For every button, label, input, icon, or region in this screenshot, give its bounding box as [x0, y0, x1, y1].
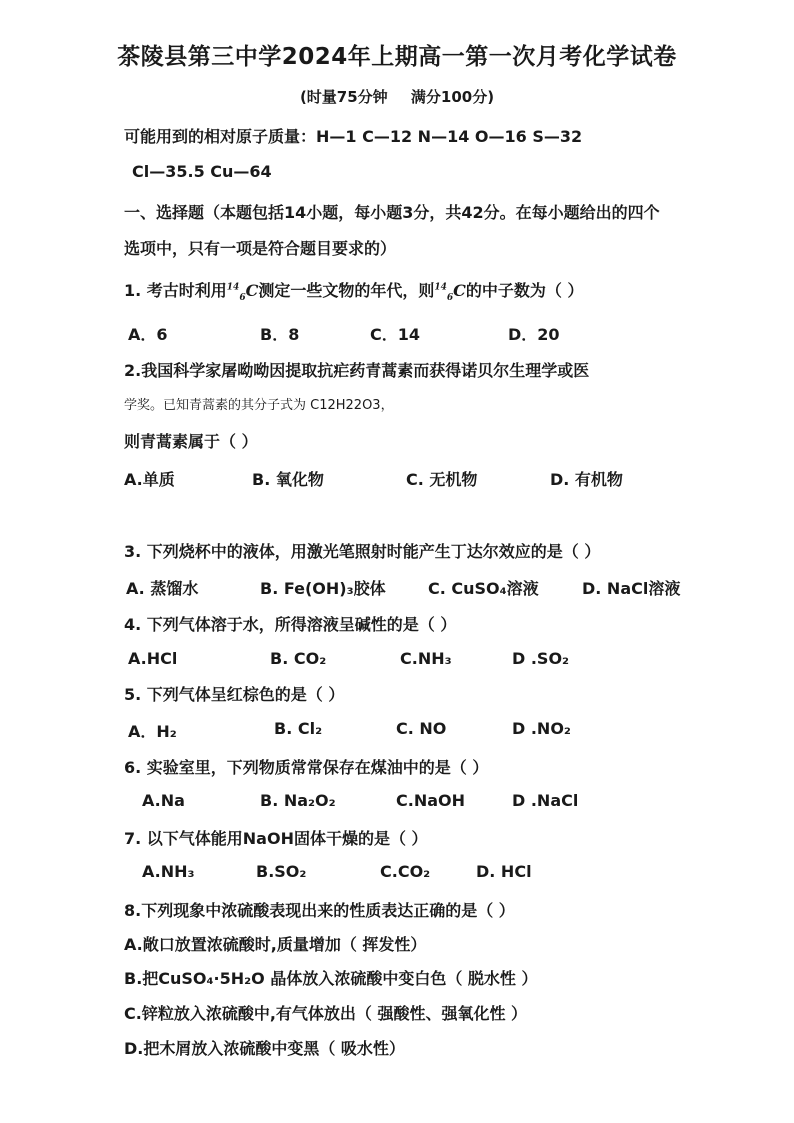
option-c[interactable]: C. NO: [396, 719, 447, 738]
option-d[interactable]: D. NaCl溶液: [582, 579, 681, 598]
isotope-mass-number: 14: [434, 282, 447, 293]
option-d[interactable]: D .SO₂: [512, 649, 570, 668]
isotope-atomic-number: 6: [239, 293, 246, 304]
option-a[interactable]: A.NH₃: [142, 862, 195, 881]
question-6-stem: 6. 实验室里，下列物质常常保存在煤油中的是（ ）: [124, 758, 489, 777]
question-8-option-a[interactable]: A.敞口放置浓硫酸时,质量增加（ 挥发性）: [124, 935, 427, 954]
option-a[interactable]: A．6: [128, 325, 168, 344]
option-b[interactable]: B. Fe(OH)₃胶体: [260, 579, 386, 598]
question-1-pre: 1. 考古时利用: [124, 281, 227, 300]
option-d[interactable]: D．20: [508, 325, 560, 344]
question-8-stem: 8.下列现象中浓硫酸表现出来的性质表达正确的是（ ）: [124, 901, 515, 920]
option-b[interactable]: B. CO₂: [270, 649, 327, 668]
exam-subtitle: (时量75分钟 满分100分): [299, 88, 495, 106]
option-c[interactable]: C.NaOH: [396, 791, 465, 810]
atomic-masses-line1: 可能用到的相对原子质量：H—1 C—12 N—14 O—16 S—32: [124, 127, 583, 146]
isotope-symbol: C: [453, 281, 466, 300]
option-d[interactable]: D .NaCl: [512, 791, 579, 810]
isotope-atomic-number: 6: [446, 293, 454, 304]
atomic-masses-line2: Cl—35.5 Cu—64: [132, 162, 272, 181]
option-b[interactable]: B. Cl₂: [274, 719, 323, 738]
exam-title: 茶陵县第三中学2024年上期高一第一次月考化学试卷: [117, 44, 677, 70]
isotope-mass-number: 14: [226, 282, 240, 293]
option-a[interactable]: A. 蒸馏水: [126, 579, 199, 598]
question-2-line3: 则青蒿素属于（ ）: [124, 432, 258, 451]
option-a[interactable]: A.Na: [142, 791, 185, 810]
question-1-stem: [124, 278, 583, 303]
option-c[interactable]: C．14: [370, 325, 421, 344]
option-c[interactable]: C.CO₂: [380, 862, 431, 881]
option-c[interactable]: C. CuSO₄溶液: [428, 579, 539, 598]
option-b[interactable]: B.SO₂: [256, 862, 307, 881]
question-4-stem: 4. 下列气体溶于水，所得溶液呈碱性的是（ ）: [124, 615, 457, 634]
option-b[interactable]: B. 氧化物: [252, 470, 324, 489]
isotope-c14-repeat: [434, 281, 466, 304]
question-5-stem: 5. 下列气体呈红棕色的是（ ）: [124, 685, 345, 704]
isotope-c14: [226, 281, 259, 304]
option-b[interactable]: B. Na₂O₂: [260, 791, 336, 810]
option-a[interactable]: A.单质: [124, 470, 175, 489]
isotope-symbol: C: [245, 281, 259, 300]
option-d[interactable]: D .NO₂: [512, 719, 571, 738]
option-d[interactable]: D. HCl: [476, 862, 532, 881]
option-c[interactable]: C.NH₃: [400, 649, 452, 668]
section-heading-line2: 选项中，只有一项是符合题目要求的）: [124, 239, 397, 258]
question-2-line1: 2.我国科学家屠呦呦因提取抗疟药青蒿素而获得诺贝尔生理学或医: [124, 361, 590, 380]
section-heading-line1: 一、选择题（本题包括14小题，每小题3分，共42分。在每小题给出的四个: [124, 203, 660, 222]
question-3-stem: 3. 下列烧杯中的液体，用激光笔照射时能产生丁达尔效应的是（ ）: [124, 542, 601, 561]
question-8-option-d[interactable]: D.把木屑放入浓硫酸中变黑（ 吸水性）: [124, 1039, 405, 1058]
question-7-stem: 7. 以下气体能用NaOH固体干燥的是（ ）: [124, 829, 428, 848]
option-a[interactable]: A．H₂: [128, 722, 177, 741]
option-b[interactable]: B．8: [260, 325, 300, 344]
question-8-option-b[interactable]: B.把CuSO₄·5H₂O 晶体放入浓硫酸中变白色（ 脱水性 ）: [124, 969, 538, 988]
question-1-mid: 测定一些文物的年代，则: [258, 281, 435, 300]
question-2-line2: 学奖。已知青蒿素的其分子式为 C12H22O3，: [124, 398, 394, 413]
question-8-option-c[interactable]: C.锌粒放入浓硫酸中,有气体放出（ 强酸性、强氧化性 ）: [124, 1004, 528, 1023]
option-d[interactable]: D. 有机物: [550, 470, 623, 489]
option-c[interactable]: C. 无机物: [406, 470, 478, 489]
question-1-post: 的中子数为（ ）: [465, 281, 584, 300]
option-a[interactable]: A.HCl: [128, 649, 178, 668]
